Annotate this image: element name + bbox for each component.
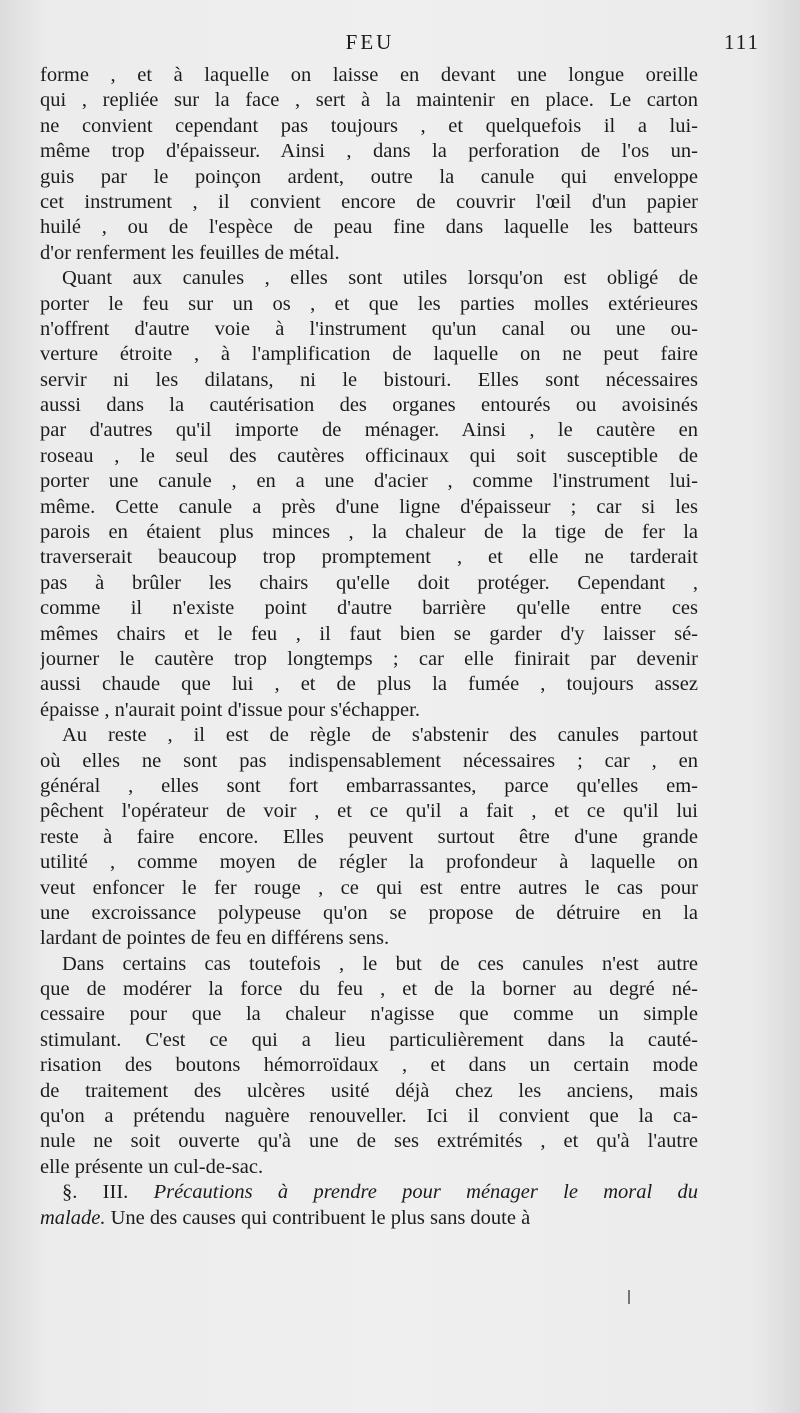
text-line: utilité , comme moyen de régler la profondeur à laquelle on	[40, 851, 698, 874]
text-line: où elles ne sont pas indispensablement nécessaires ; car , en	[40, 749, 698, 772]
text-line: verture étroite , à l'amplification de laquelle on ne peut faire	[40, 343, 698, 366]
text-line: journer le cautère trop longtemps ; car elle finirait par devenir	[40, 647, 698, 670]
text-line: roseau , le seul des cautères officinaux qui soit susceptible de	[40, 444, 698, 467]
text-line: reste à faire encore. Elles peuvent surtout être d'une grande	[40, 825, 698, 848]
paragraph-start-line: Dans certains cas toutefois , le but de ces canules n'est autre	[62, 952, 698, 975]
paragraph-end-line: lardant de pointes de feu en différens sens.	[40, 927, 390, 950]
paragraph-end-line: d'or renferment les feuilles de métal.	[40, 241, 340, 264]
running-title: FEU	[345, 30, 395, 54]
text-line: même trop d'épaisseur. Ainsi , dans la perforation de l'os un-	[40, 140, 698, 163]
paragraph-end-line: épaisse , n'aurait point d'issue pour s'échapper.	[40, 698, 420, 721]
paragraph-start-line: Au reste , il est de règle de s'abstenir des canules partout	[62, 724, 698, 747]
text-line: cessaire pour que la chaleur n'agisse que comme un simple	[40, 1003, 698, 1026]
text-line: comme il n'existe point d'autre barrière qu'elle entre ces	[40, 597, 698, 620]
text-line: pas à brûler les chairs qu'elle doit protéger. Cependant ,	[40, 571, 698, 594]
text-line: aussi chaude que lui , et de plus la fumée , toujours assez	[40, 673, 698, 696]
text-line: même. Cette canule a près d'une ligne d'épaisseur ; car si les	[40, 495, 698, 518]
text-line: pêchent l'opérateur de voir , et ce qu'il a fait , et ce qu'il lui	[40, 800, 698, 823]
text-line: mêmes chairs et le feu , il faut bien se garder d'y laisser sé-	[40, 622, 698, 645]
text-line: porter une canule , en a une d'acier , comme l'instrument lui-	[40, 470, 698, 493]
paragraph-end-line: elle présente un cul-de-sac.	[40, 1155, 264, 1178]
section-heading-continuation	[40, 1206, 698, 1231]
text-line: qu'on a prétendu naguère renouveller. Ici il convient que la ca-	[40, 1105, 698, 1128]
section-title-end: malade.	[40, 1206, 106, 1229]
text-line: servir ni les dilatans, ni le bistouri. Elles sont nécessaires	[40, 368, 698, 391]
text-line: porter le feu sur un os , et que les parties molles extérieures	[40, 292, 698, 315]
text-line: forme , et à laquelle on laisse en devant une longue oreille	[40, 64, 698, 86]
text-line: par d'autres qu'il importe de ménager. Ainsi , le cautère en	[40, 419, 698, 442]
text-line: huilé , ou de l'espèce de peau fine dans laquelle les batteurs	[40, 216, 698, 239]
text-line: une excroissance polypeuse qu'on se propose de détruire en la	[40, 901, 698, 924]
text-line: parois en étaient plus minces , la chaleur de la tige de fer la	[40, 521, 698, 544]
text-line: guis par le poinçon ardent, outre la canule qui enveloppe	[40, 165, 698, 188]
text-line: cet instrument , il convient encore de couvrir l'œil d'un papier	[40, 190, 698, 213]
page-number: 111	[724, 30, 760, 54]
text-line: veut enfoncer le fer rouge , ce qui est entre autres le cas pour	[40, 876, 698, 899]
text-line: traverserait beaucoup trop promptement , et elle ne tarderait	[40, 546, 698, 569]
running-head	[40, 30, 760, 60]
text-line: stimulant. C'est ce qui a lieu particulièrement dans la cauté-	[40, 1028, 698, 1051]
text-line: général , elles sont fort embarrassantes, parce qu'elles em-	[40, 774, 698, 797]
text-line: que de modérer la force du feu , et de la borner au degré né-	[40, 978, 698, 1001]
text-line: nule ne soit ouverte qu'à une de ses extrémités , et qu'à l'autre	[40, 1130, 698, 1153]
body-text	[40, 63, 698, 1231]
section-number: §. III.	[62, 1181, 129, 1204]
section-title: Précautions à prendre pour ménager le moral du	[153, 1181, 698, 1204]
paragraph-start-line: Quant aux canules , elles sont utiles lorsqu'on est obligé de	[62, 267, 698, 290]
text-line: qui , repliée sur la face , sert à la maintenir en place. Le carton	[40, 89, 698, 112]
section-heading-line	[40, 1180, 698, 1205]
text-line: n'offrent d'autre voie à l'instrument qu'un canal ou une ou-	[40, 317, 698, 340]
text-line: de traitement des ulcères usité déjà chez les anciens, mais	[40, 1079, 698, 1102]
text-line: risation des boutons hémorroïdaux , et dans un certain mode	[40, 1054, 698, 1077]
text-line: ne convient cependant pas toujours , et quelquefois il a lui-	[40, 114, 698, 137]
ink-mark	[628, 1290, 630, 1304]
text-line: aussi dans la cautérisation des organes entourés ou avoisinés	[40, 394, 698, 417]
section-text: Une des causes qui contribuent le plus sans doute à	[110, 1206, 531, 1229]
